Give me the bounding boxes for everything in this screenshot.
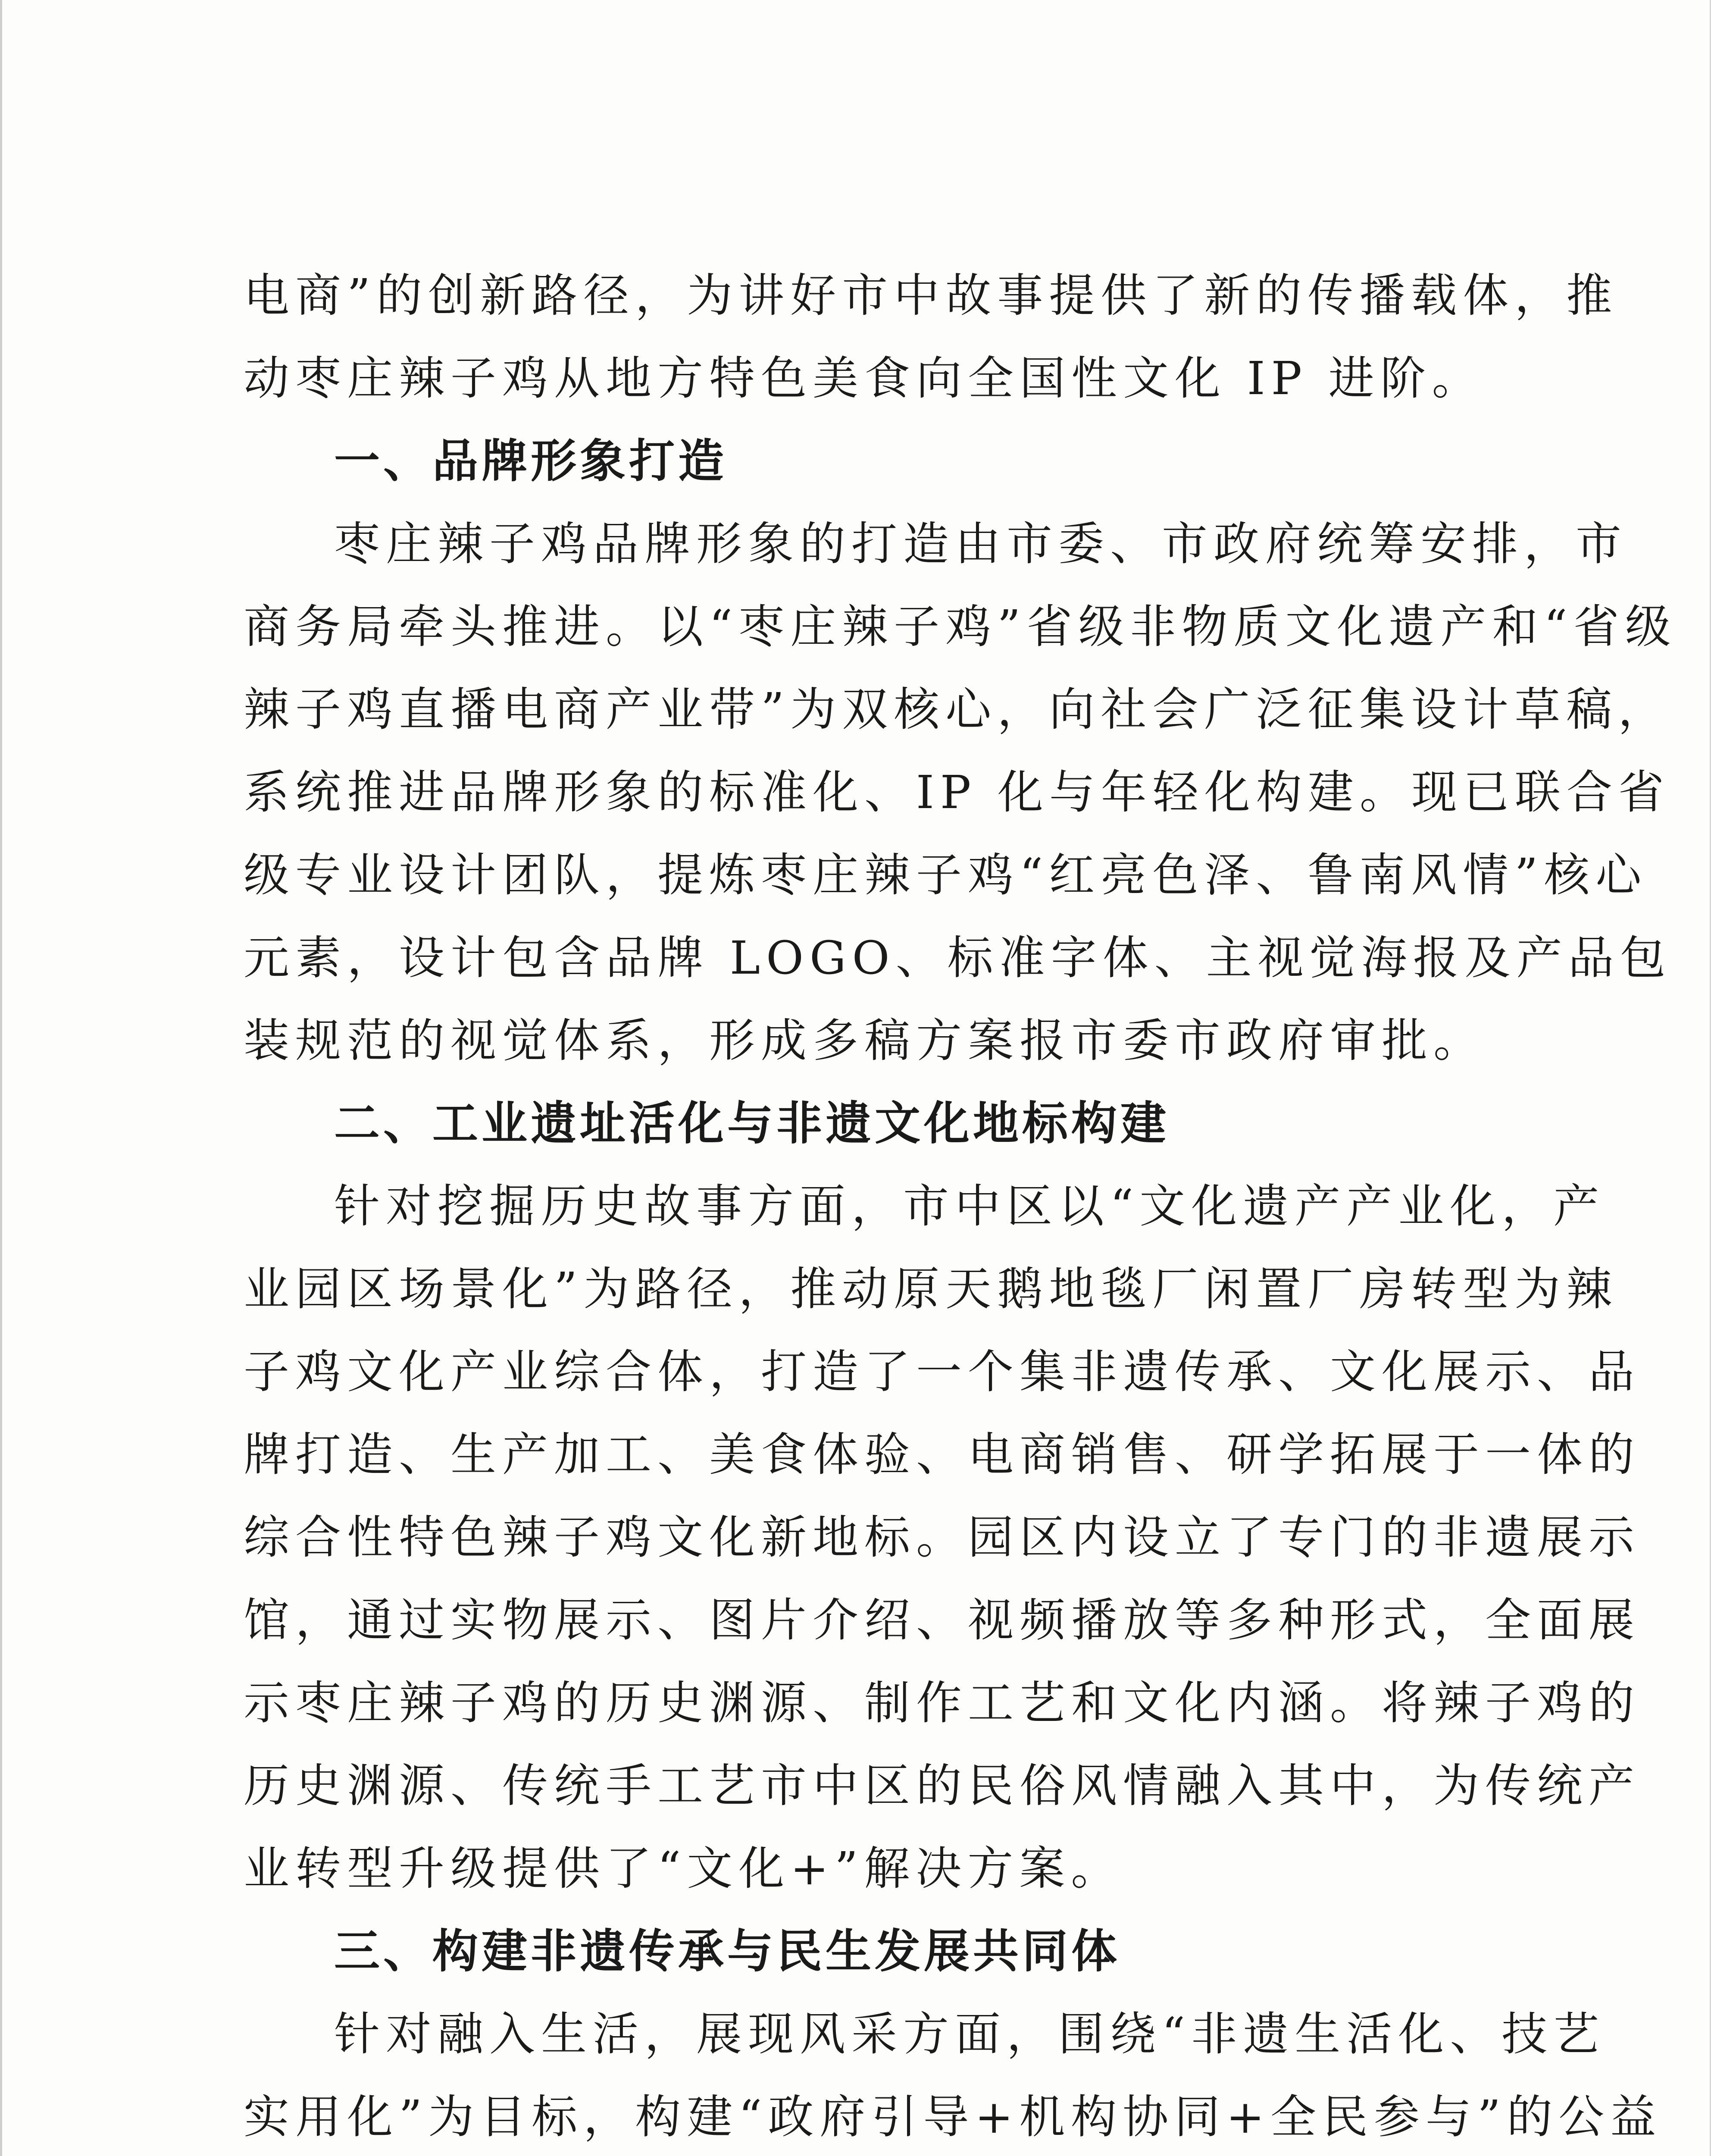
paragraph-line: 针对融入生活，展现风采方面，围绕“非遗生活化、技艺 bbox=[334, 2008, 1605, 2061]
paragraph-line: 枣庄辣子鸡品牌形象的打造由市委、市政府统筹安排，市 bbox=[334, 517, 1627, 570]
paragraph-line: 电商”的创新路径，为讲好市中故事提供了新的传播载体，推 bbox=[244, 269, 1618, 322]
document-body bbox=[244, 254, 1677, 2156]
paragraph-line: 馆，通过实物展示、图片介绍、视频播放等多种形式，全面展 bbox=[244, 1594, 1640, 1647]
paragraph-line: 动枣庄辣子鸡从地方特色美食向全国性文化 IP 进阶。 bbox=[244, 352, 1484, 405]
paragraph-line: 系统推进品牌形象的标准化、IP 化与年轻化构建。现已联合省 bbox=[244, 766, 1670, 819]
paragraph-line: 业转型升级提供了“文化+”解决方案。 bbox=[244, 1842, 1123, 1895]
paragraph-line: 针对挖掘历史故事方面，市中区以“文化遗产产业化，产 bbox=[334, 1180, 1605, 1233]
paragraph-line: 元素，设计包含品牌 LOGO、标准字体、主视觉海报及产品包 bbox=[244, 931, 1672, 984]
paragraph-line: 子鸡文化产业综合体，打造了一个集非遗传承、文化展示、品 bbox=[244, 1345, 1640, 1398]
paragraph-line: 牌打造、生产加工、美食体验、电商销售、研学拓展于一体的 bbox=[244, 1428, 1640, 1481]
paragraph-line: 级专业设计团队，提炼枣庄辣子鸡“红亮色泽、鲁南风情”核心 bbox=[244, 849, 1648, 902]
section-heading-heritage-community: 三、构建非遗传承与民生发展共同体 bbox=[334, 1925, 1120, 1978]
paragraph-line: 示枣庄辣子鸡的历史渊源、制作工艺和文化内涵。将辣子鸡的 bbox=[244, 1677, 1640, 1730]
paragraph-line: 综合性特色辣子鸡文化新地标。园区内设立了专门的非遗展示 bbox=[244, 1511, 1640, 1564]
paragraph-line: 实用化”为目标，构建“政府引导+机构协同+全民参与”的公益 bbox=[244, 2090, 1662, 2143]
paragraph-line: 辣子鸡直播电商产业带”为双核心，向社会广泛征集设计草稿， bbox=[244, 683, 1670, 736]
section-heading-industrial-heritage: 二、工业遗址活化与非遗文化地标构建 bbox=[334, 1097, 1170, 1150]
paragraph-line: 商务局牵头推进。以“枣庄辣子鸡”省级非物质文化遗产和“省级 bbox=[244, 600, 1677, 653]
paragraph-line: 装规范的视觉体系，形成多稿方案报市委市政府审批。 bbox=[244, 1014, 1485, 1067]
section-heading-brand-image: 一、品牌形象打造 bbox=[334, 435, 727, 488]
paragraph-line: 业园区场景化”为路径，推动原天鹅地毯厂闲置厂房转型为辣 bbox=[244, 1263, 1618, 1316]
paragraph-line: 历史渊源、传统手工艺市中区的民俗风情融入其中，为传统产 bbox=[244, 1759, 1640, 1812]
